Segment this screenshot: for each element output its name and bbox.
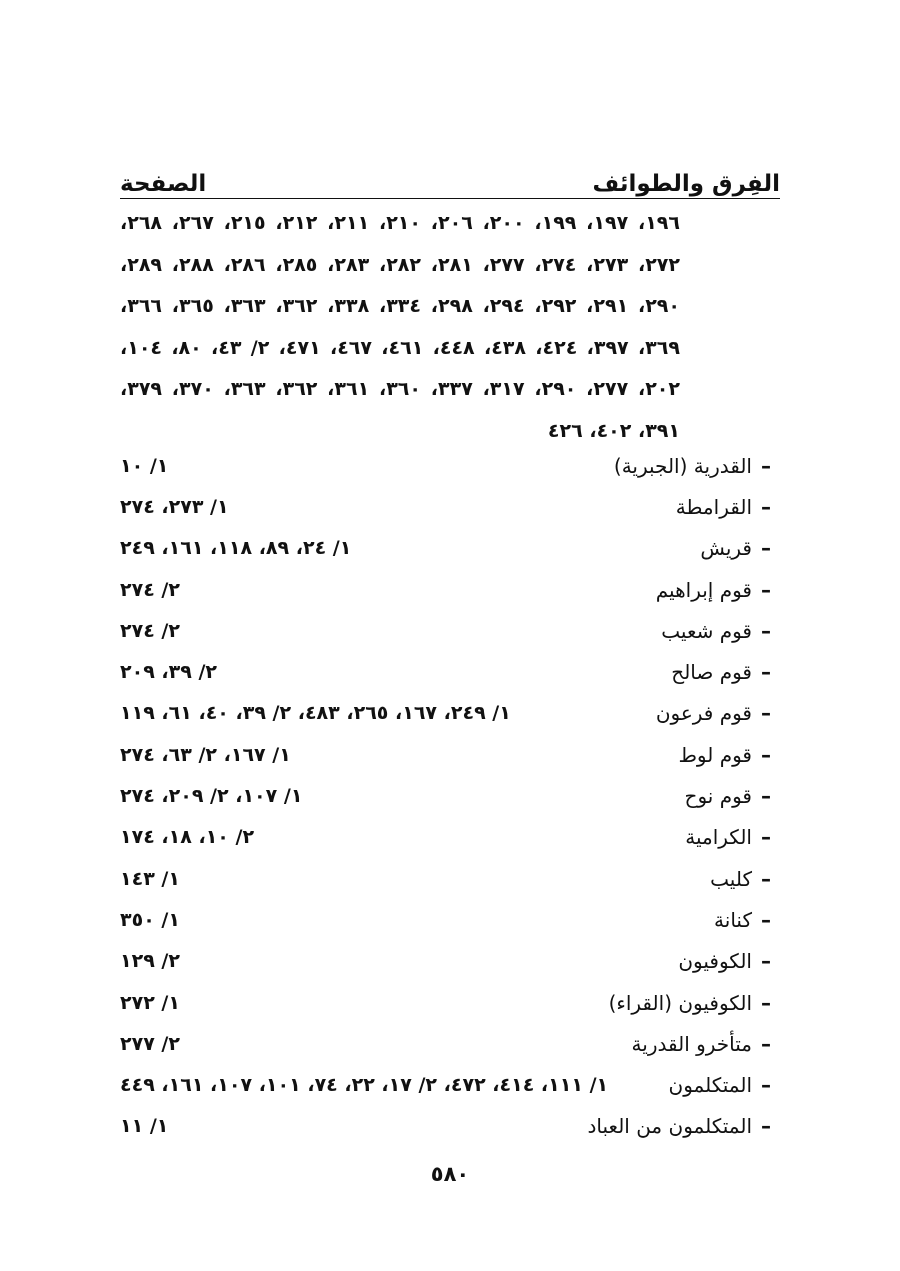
entry-references: ١/ ١١ [120,1115,169,1138]
entry-references: ١/ ٢٤، ٨٩، ١١٨، ١٦١، ٢٤٩ [120,537,352,560]
reference-line: ٣٦٩، ٣٩٧، ٤٢٤، ٤٣٨، ٤٤٨، ٤٦١، ٤٦٧، ٤٧١، ٢/ ٤٣، ٨٠، ١٠٤، [120,336,680,359]
entry-dash: – [761,1031,771,1056]
index-entry [120,651,780,692]
entry-name: قوم فرعون [655,701,752,726]
entry-dash: – [761,1114,771,1139]
entry-references: ٢/ ٣٩، ٢٠٩ [120,661,218,684]
entry-references: ٢/ ٢٧٤ [120,619,180,642]
header-divider [120,198,780,199]
page-header [120,153,780,197]
entry-dash: – [761,494,771,519]
entry-name: القدرية (الجبرية) [613,453,752,478]
entry-dash: – [761,784,771,809]
entry-name: الكوفيون (القراء) [608,990,752,1015]
entry-references: ٢/ ١٢٩ [120,950,180,973]
entry-name: قوم إبراهيم [655,577,752,602]
index-entry [120,899,780,940]
index-entry [120,1023,780,1064]
entry-dash: – [761,742,771,767]
entry-references: ٢/ ٢٧٤ [120,578,180,601]
entry-name: الكرامية [685,825,752,850]
index-entry [120,445,780,486]
entry-dash: – [761,949,771,974]
index-entry [120,734,780,775]
entry-dash: – [761,907,771,932]
index-entry [120,858,780,899]
entry-name: كليب [710,866,752,891]
index-entry [120,1106,780,1147]
index-entry [120,569,780,610]
entry-references: ١/ ٣٥٠ [120,908,180,931]
entry-dash: – [761,536,771,561]
entry-name: قوم شعيب [661,618,752,643]
page-title: الفِرق والطوائف [592,171,780,197]
reference-line: ٢٠٢، ٢٧٧، ٢٩٠، ٣١٧، ٣٣٧، ٣٦٠، ٣٦١، ٣٦٢، ٣٦٣، ٣٧٠، ٣٧٩، [120,378,680,400]
entry-dash: – [761,701,771,726]
entry-name: متأخرو القدرية [631,1031,752,1056]
reference-line: ٢٩٠، ٢٩١، ٢٩٢، ٢٩٤، ٢٩٨، ٣٣٤، ٣٣٨، ٣٦٢، ٣٦٣، ٣٦٥، ٣٦٦، [120,295,680,317]
entry-dash: – [761,866,771,891]
index-entries [120,445,780,1147]
entry-references: ١/ ١٠ [120,454,169,477]
index-entry [120,528,780,569]
entry-references: ١/ ٢٧٣، ٢٧٤ [120,495,229,518]
entry-dash: – [761,1073,771,1098]
entry-references: ١/ ٢٧٢ [120,991,180,1014]
entry-name: المتكلمون [668,1073,752,1098]
reference-line: ٢٧٢، ٢٧٣، ٢٧٤، ٢٧٧، ٢٨١، ٢٨٢، ٢٨٣، ٢٨٥، ٢٨٦، ٢٨٨، ٢٨٩، [120,253,680,276]
index-entry [120,610,780,651]
entry-references: ٢/ ٢٧٧ [120,1032,180,1055]
page-column-heading: الصفحة [120,171,207,197]
index-entry [120,775,780,816]
entry-name: قوم صالح [671,660,752,685]
index-entry [120,982,780,1023]
entry-dash: – [761,577,771,602]
entry-references: ١/ ٢٤٩، ١٦٧، ٢٦٥، ٤٨٣، ٢/ ٣٩، ٤٠، ٦١، ١١٩ [120,702,511,725]
reference-line: ١٩٦، ١٩٧، ١٩٩، ٢٠٠، ٢٠٦، ٢١٠، ٢١١، ٢١٢، ٢١٥، ٢٦٧، ٢٦٨، [120,212,680,234]
entry-dash: – [761,990,771,1015]
page-number: ٥٨٠ [430,1162,470,1186]
entry-name: قوم لوط [678,742,752,767]
entry-name: كنانة [714,907,752,932]
entry-name: قوم نوح [684,784,752,809]
index-entry [120,1064,780,1105]
entry-dash: – [761,618,771,643]
index-entry [120,693,780,734]
entry-dash: – [761,825,771,850]
entry-dash: – [761,453,771,478]
entry-name: قريش [700,536,752,561]
index-entry [120,941,780,982]
index-entry [120,486,780,527]
entry-dash: – [761,660,771,685]
index-entry [120,817,780,858]
reference-line: ٣٩١، ٤٠٢، ٤٢٦ [547,419,680,442]
entry-references: ١/ ١١١، ٤١٤، ٤٧٢، ٢/ ١٧، ٢٢، ٧٤، ١٠١، ١٠٧، ١٦١، ٤٤٩ [120,1074,609,1097]
entry-name: القرامطة [675,494,752,519]
entry-references: ١/ ١٤٣ [120,867,180,890]
entry-name: المتكلمون من العباد [587,1114,752,1139]
entry-references: ٢/ ١٠، ١٨، ١٧٤ [120,826,255,849]
entry-references: ١/ ١٦٧، ٢/ ٦٣، ٢٧٤ [120,743,291,766]
entry-name: الكوفيون [678,949,752,974]
entry-references: ١/ ١٠٧، ٢/ ٢٠٩، ٢٧٤ [120,785,303,808]
continued-references [120,203,680,452]
